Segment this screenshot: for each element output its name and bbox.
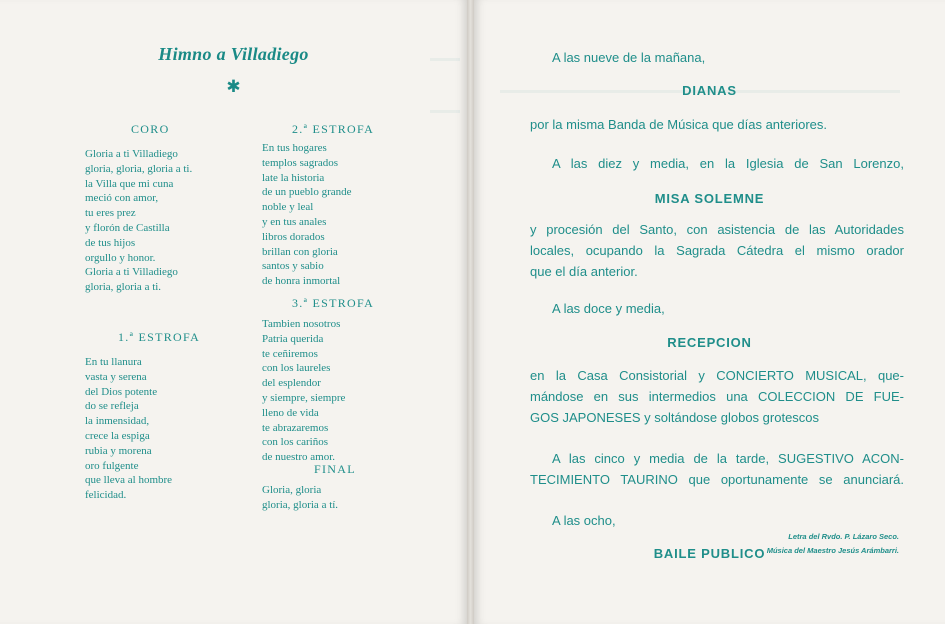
verse-line: Gloria a ti Villadiego [85, 148, 178, 160]
verse-line: oro fulgente [85, 459, 139, 472]
verse-line: lleno de vida [262, 406, 319, 419]
final-verse [262, 483, 338, 513]
estrofa1-heading: 1.ª ESTROFA [118, 330, 201, 344]
verse-line: templos sagrados [262, 156, 339, 169]
paragraph-line: y procesión del Santo, con asistencia de las Autoridades [530, 222, 904, 237]
music-credit: Música del Maestro Jesús Arámbarri. [766, 546, 899, 555]
verse-line: te abrazaremos [262, 421, 329, 434]
estrofa2-verse [262, 141, 352, 289]
verse-line: noble y leal [262, 201, 314, 214]
verse-line: la inmensidad, [85, 415, 150, 428]
program-text-morning: A las nueve de la mañana, [552, 50, 706, 65]
event-heading-baile: BAILE PUBLICO [653, 546, 766, 561]
verse-line: de honra inmortal [262, 275, 341, 288]
verse-line: En tus hogares [262, 142, 327, 154]
verse-line: Tambien nosotros [262, 318, 341, 330]
paragraph-line: mándose en sus intermedios una COLECCION DE FUE- [530, 389, 904, 404]
paragraph-line: TECIMIENTO TAURINO que oportunamente se anunciará. [530, 472, 904, 487]
verse-line: que lleva al hombre [85, 474, 173, 487]
paragraph-line: en la Casa Consistorial y CONCIERTO MUSICAL, que- [530, 368, 904, 383]
verse-line: y siempre, siempre [262, 391, 346, 404]
coro-heading: CORO [131, 122, 170, 136]
asterisk-ornament-icon: ✱ [226, 77, 241, 96]
coro-verse [85, 147, 192, 295]
verse-line: gloria, gloria a ti. [85, 281, 162, 294]
program-paragraph-concert [530, 365, 904, 428]
verse-line: santos y sabio [262, 260, 324, 273]
verse-line: gloria, gloria, gloria a ti. [85, 162, 193, 175]
hymn-title: Himno a Villadiego [158, 44, 309, 64]
program-text-eight: A las ocho, [552, 513, 616, 528]
verse-line: tu eres prez [85, 207, 136, 220]
lyrics-credit: Letra del Rvdo. P. Lázaro Seco. [788, 532, 899, 541]
verse-line: brillan con gloria [262, 245, 338, 258]
program-paragraph-procession [530, 219, 904, 282]
verse-line: del esplendor [262, 377, 321, 390]
verse-line: rubia y morena [85, 444, 152, 457]
paragraph-line: A las cinco y media de la tarde, SUGESTIVO ACON- [552, 451, 904, 466]
event-heading-misa: MISA SOLEMNE [654, 191, 765, 206]
event-heading-recepcion: RECEPCION [667, 335, 752, 350]
program-text-ten-thirty: A las diez y media, en la Iglesia de San Lorenzo, [552, 156, 904, 171]
verse-line: Gloria a ti Villadiego [85, 266, 178, 279]
verse-line: orgullo y honor. [85, 251, 156, 264]
program-paragraph-bullfight [530, 448, 904, 490]
estrofa2-heading: 2.ª ESTROFA [292, 122, 375, 136]
verse-line: gloria, gloria a tí. [262, 498, 339, 511]
verse-line: con los cariños [262, 436, 328, 449]
verse-line: Gloria, gloria [262, 484, 322, 496]
verse-line: En tu llanura [85, 356, 142, 368]
verse-line: con los laureles [262, 362, 331, 375]
verse-line: Patria querida [262, 332, 324, 345]
verse-line: libros dorados [262, 230, 325, 243]
paragraph-line: que el día anterior. [530, 264, 638, 279]
verse-line: meció con amor, [85, 192, 159, 205]
event-heading-dianas: DIANAS [682, 83, 737, 98]
verse-line: de tus hijos [85, 236, 136, 249]
paragraph-line: locales, ocupando la Sagrada Cátedra el mismo orador [530, 243, 904, 258]
estrofa3-heading: 3.ª ESTROFA [292, 296, 375, 310]
program-text-noon: A las doce y media, [552, 301, 665, 316]
book-gutter [467, 0, 474, 624]
verse-line: te ceñiremos [262, 347, 318, 360]
verse-line: de un pueblo grande [262, 186, 352, 199]
verse-line: y florón de Castilla [85, 221, 170, 234]
verse-line: felicidad. [85, 489, 127, 502]
final-heading: FINAL [314, 462, 356, 476]
estrofa1-verse [85, 355, 172, 503]
verse-line: crece la espiga [85, 429, 150, 442]
program-text-band: por la misma Banda de Música que días anteriores. [530, 117, 827, 132]
paragraph-line: GOS JAPONESES y soltándose globos grotescos [530, 410, 820, 425]
verse-line: late la historia [262, 171, 325, 184]
verse-line: del Dios potente [85, 385, 158, 398]
verse-line: de nuestro amor. [262, 451, 336, 464]
verse-line: vasta y serena [85, 370, 147, 383]
estrofa3-verse [262, 317, 345, 465]
verse-line: do se refleja [85, 400, 139, 413]
verse-line: la Villa que mi cuna [85, 177, 174, 190]
verse-line: y en tus anales [262, 215, 327, 228]
show-through-mark [430, 110, 460, 113]
